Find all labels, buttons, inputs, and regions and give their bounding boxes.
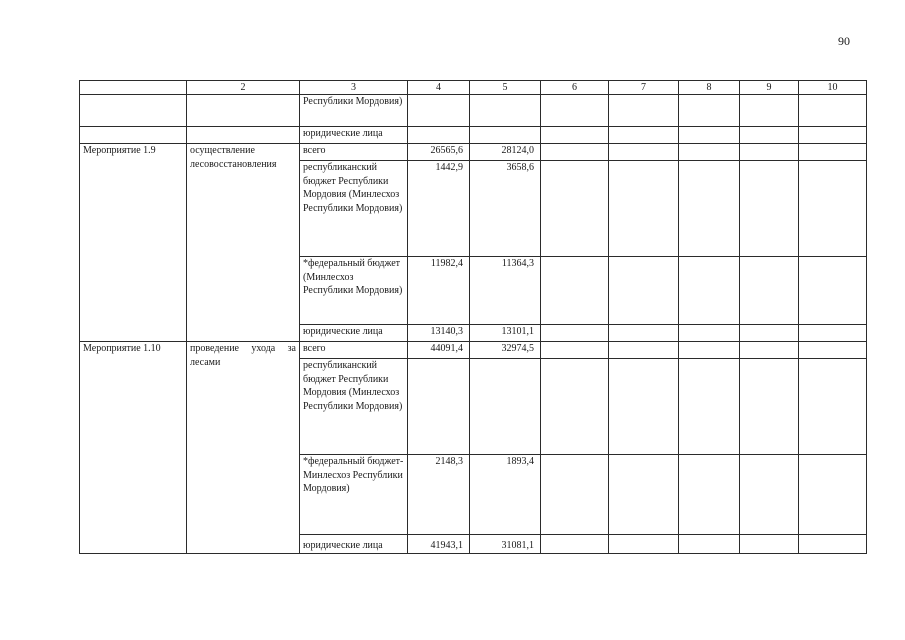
- empty-cell: [80, 127, 187, 144]
- empty-cell: [541, 325, 609, 342]
- empty-cell: [799, 95, 867, 127]
- empty-cell: [408, 95, 470, 127]
- value-cell: 13140,3: [408, 325, 470, 342]
- empty-cell: [80, 95, 187, 127]
- empty-cell: [470, 127, 541, 144]
- header-cell: 10: [799, 81, 867, 95]
- measure-description-cell: осуществление лесовосстановления: [187, 144, 300, 342]
- value-cell: 44091,4: [408, 342, 470, 359]
- table-row: [80, 127, 867, 144]
- value-cell: 32974,5: [470, 342, 541, 359]
- empty-cell: [740, 359, 799, 455]
- empty-cell: [679, 144, 740, 161]
- empty-cell: [408, 127, 470, 144]
- empty-cell: [740, 257, 799, 325]
- funding-source-cell: Республики Мордовия): [300, 95, 408, 127]
- empty-cell: [609, 127, 679, 144]
- empty-cell: [541, 535, 609, 554]
- empty-cell: [679, 455, 740, 535]
- measure-id-cell: Мероприятие 1.9: [80, 144, 187, 342]
- funding-source-cell: всего: [300, 144, 408, 161]
- value-cell: 26565,6: [408, 144, 470, 161]
- funding-source-cell: всего: [300, 342, 408, 359]
- value-cell: 1893,4: [470, 455, 541, 535]
- empty-cell: [799, 257, 867, 325]
- table-row: [80, 95, 867, 127]
- value-cell: 13101,1: [470, 325, 541, 342]
- empty-cell: [609, 535, 679, 554]
- value-cell: 3658,6: [470, 161, 541, 257]
- measure-description-cell: проведение ухода за лесами: [187, 342, 300, 554]
- empty-cell: [609, 95, 679, 127]
- empty-cell: [470, 95, 541, 127]
- empty-cell: [541, 257, 609, 325]
- value-cell: 31081,1: [470, 535, 541, 554]
- empty-cell: [679, 359, 740, 455]
- empty-cell: [679, 342, 740, 359]
- empty-cell: [609, 325, 679, 342]
- empty-cell: [609, 161, 679, 257]
- empty-cell: [679, 161, 740, 257]
- empty-cell: [799, 535, 867, 554]
- empty-cell: [609, 257, 679, 325]
- empty-cell: [799, 127, 867, 144]
- table-header-row: [80, 81, 867, 95]
- funding-source-cell: юридические лица: [300, 325, 408, 342]
- measure-id-cell: Мероприятие 1.10: [80, 342, 187, 554]
- funding-source-cell: юридические лица: [300, 535, 408, 554]
- empty-cell: [740, 161, 799, 257]
- funding-source-cell: *федеральный бюджет (Минлесхоз Республики Мордовия): [300, 257, 408, 325]
- value-cell: [408, 359, 470, 455]
- empty-cell: [609, 144, 679, 161]
- empty-cell: [679, 325, 740, 342]
- empty-cell: [541, 144, 609, 161]
- empty-cell: [541, 342, 609, 359]
- empty-cell: [799, 342, 867, 359]
- empty-cell: [740, 127, 799, 144]
- empty-cell: [609, 455, 679, 535]
- empty-cell: [799, 455, 867, 535]
- header-cell: 9: [740, 81, 799, 95]
- table-row: [80, 342, 867, 359]
- empty-cell: [740, 535, 799, 554]
- header-cell: 5: [470, 81, 541, 95]
- value-cell: 2148,3: [408, 455, 470, 535]
- empty-cell: [541, 95, 609, 127]
- page-number: 90: [838, 34, 850, 48]
- empty-cell: [740, 455, 799, 535]
- table-row: [80, 144, 867, 161]
- empty-cell: [740, 95, 799, 127]
- empty-cell: [541, 127, 609, 144]
- empty-cell: [679, 95, 740, 127]
- funding-source-cell: республиканский бюджет Республики Мордовия (Минлесхоз Республики Мордовия): [300, 161, 408, 257]
- value-cell: 1442,9: [408, 161, 470, 257]
- empty-cell: [541, 455, 609, 535]
- funding-source-cell: *федеральный бюджет- Минлесхоз Республики Мордовия): [300, 455, 408, 535]
- header-cell: 2: [187, 81, 300, 95]
- empty-cell: [799, 144, 867, 161]
- empty-cell: [609, 359, 679, 455]
- empty-cell: [740, 342, 799, 359]
- empty-cell: [799, 161, 867, 257]
- header-cell: 7: [609, 81, 679, 95]
- header-cell: 8: [679, 81, 740, 95]
- value-cell: 11982,4: [408, 257, 470, 325]
- value-cell: 41943,1: [408, 535, 470, 554]
- budget-table: [79, 80, 867, 554]
- empty-cell: [679, 257, 740, 325]
- funding-source-cell: юридические лица: [300, 127, 408, 144]
- empty-cell: [740, 325, 799, 342]
- empty-cell: [679, 127, 740, 144]
- value-cell: [470, 359, 541, 455]
- empty-cell: [187, 127, 300, 144]
- funding-source-cell: республиканский бюджет Республики Мордовия (Минлесхоз Республики Мордовия): [300, 359, 408, 455]
- empty-cell: [799, 359, 867, 455]
- empty-cell: [740, 144, 799, 161]
- empty-cell: [187, 95, 300, 127]
- header-cell: [80, 81, 187, 95]
- value-cell: 28124,0: [470, 144, 541, 161]
- header-cell: 4: [408, 81, 470, 95]
- header-cell: 3: [300, 81, 408, 95]
- empty-cell: [609, 342, 679, 359]
- empty-cell: [799, 325, 867, 342]
- empty-cell: [541, 359, 609, 455]
- value-cell: 11364,3: [470, 257, 541, 325]
- empty-cell: [679, 535, 740, 554]
- empty-cell: [541, 161, 609, 257]
- header-cell: 6: [541, 81, 609, 95]
